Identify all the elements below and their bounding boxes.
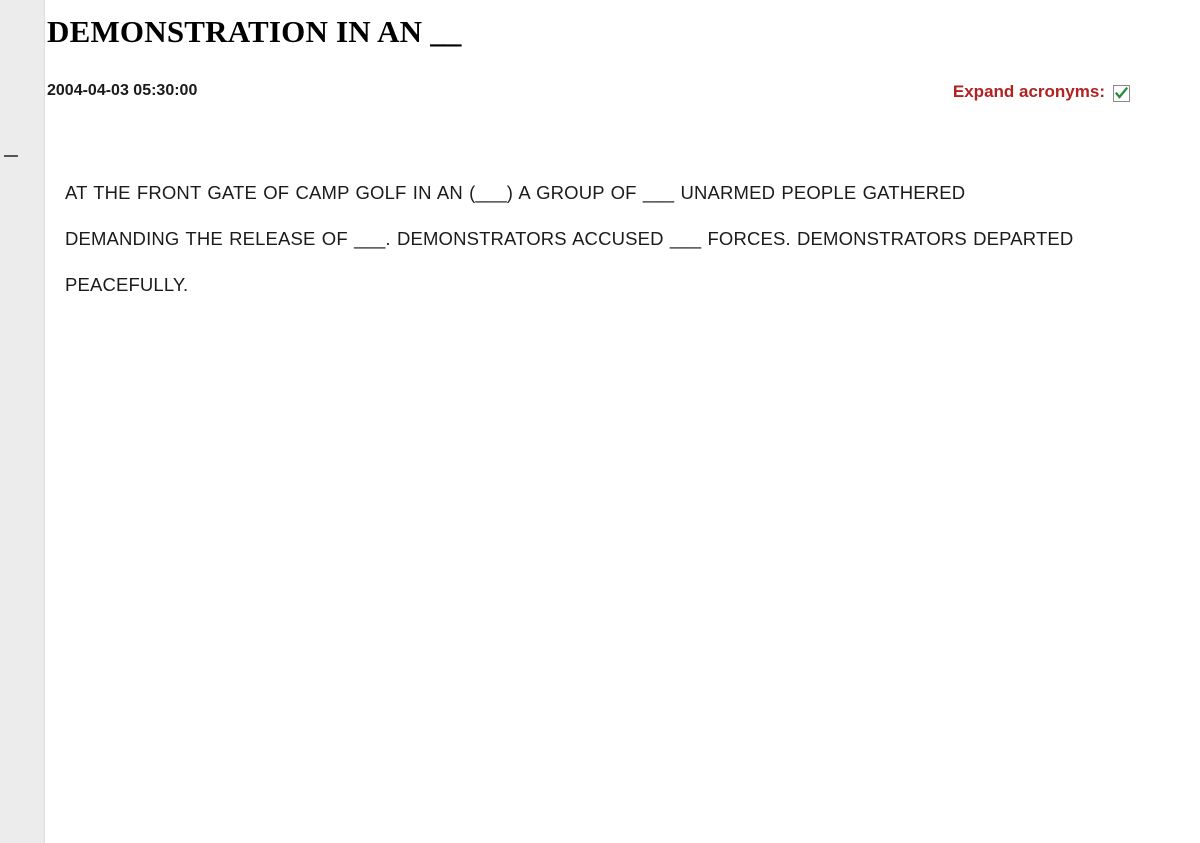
- check-icon: [1115, 87, 1128, 100]
- left-gutter: [0, 0, 45, 843]
- expand-acronyms-label: Expand acronyms:: [952, 82, 1105, 101]
- collapse-dash-icon[interactable]: [4, 155, 18, 157]
- document-page: [45, 0, 1200, 843]
- expand-acronyms-control[interactable]: [953, 82, 1130, 102]
- document-timestamp: 2004-04-03 05:30:00: [47, 82, 198, 99]
- document-body: AT THE FRONT GATE OF CAMP GOLF IN AN (___) A GROUP OF ___ UNARMED PEOPLE GATHERED DEMANDING THE RELEASE OF ___. DEMONSTRATORS ACCUSED ___ FORCES. DEMONSTRATORS DEPARTED PEACEFULLY.: [65, 182, 1074, 295]
- document-meta-row: [45, 82, 1130, 106]
- page-title: DEMONSTRATION IN AN __: [47, 14, 462, 49]
- expand-acronyms-checkbox[interactable]: [1113, 85, 1130, 102]
